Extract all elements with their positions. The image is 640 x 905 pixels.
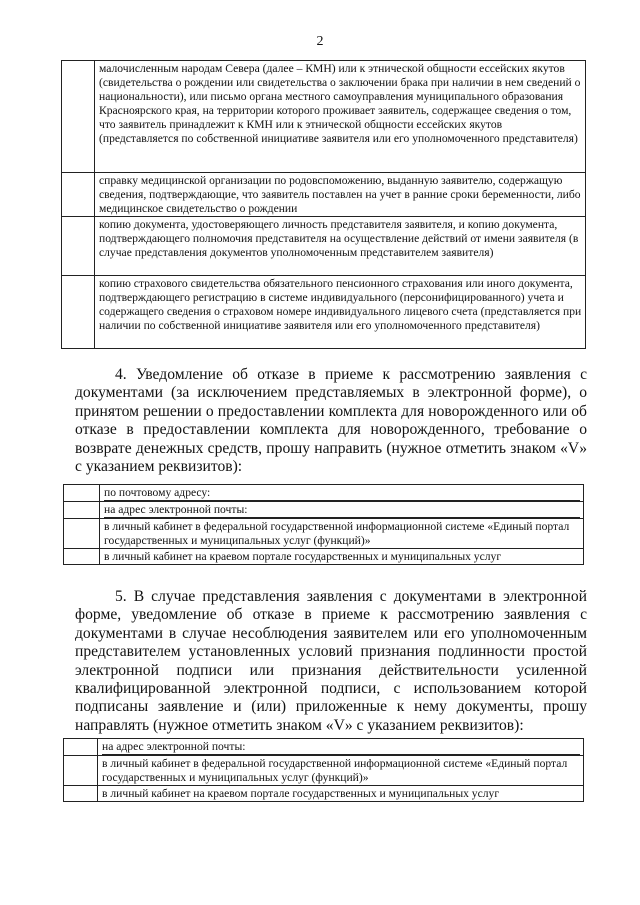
table-row — [62, 173, 586, 217]
row-text: копию страхового свидетельства обязательного пенсионного страхования или иного документа, подтверждающего регистрацию в системе индивидуального (персонифицированного) учета и содержащего сведения о страховом номере индивидуального лицевого счета (представляется при наличии по собственной инициативе заявителя или его уполномоченного представителя) — [95, 276, 586, 349]
postal-address-label: по почтовому адресу: — [104, 486, 580, 501]
documents-table — [61, 60, 586, 349]
regional-portal-option[interactable]: в личный кабинет на краевом портале государственных и муниципальных услуг — [100, 549, 584, 565]
email-option[interactable] — [98, 739, 584, 756]
delivery-options-table-1 — [63, 484, 584, 565]
checkbox-cell[interactable] — [64, 549, 100, 565]
table-row — [62, 61, 586, 173]
delivery-options-table-2 — [63, 738, 584, 802]
checkbox-cell[interactable] — [64, 485, 100, 502]
table-row — [64, 739, 584, 756]
gosuslugi-cabinet-option[interactable]: в личный кабинет в федеральной государственной информационной системе «Единый портал государственных и муниципальных услуг (функций)» — [100, 519, 584, 549]
email-option[interactable] — [100, 502, 584, 519]
checkbox-cell[interactable] — [62, 217, 95, 276]
table-row — [64, 485, 584, 502]
checkbox-cell[interactable] — [62, 61, 95, 173]
checkbox-cell[interactable] — [64, 519, 100, 549]
paragraph-4: 4. Уведомление об отказе в приеме к рассмотрению заявления с документами (за исключением представляемых в электронной форме), о принятом решении о предоставлении комплекта для новорожденного или об отказе в предоставлении комплекта для новорожденного, требование о возврате денежных средств, прошу направить (нужное отметить знаком «V» с указанием реквизитов): — [75, 366, 587, 476]
regional-portal-option[interactable]: в личный кабинет на краевом портале государственных и муниципальных услуг — [98, 786, 584, 802]
checkbox-cell[interactable] — [64, 756, 98, 786]
gosuslugi-cabinet-option[interactable]: в личный кабинет в федеральной государственной информационной системе «Единый портал государственных и муниципальных услуг (функций)» — [98, 756, 584, 786]
table-row — [64, 502, 584, 519]
paragraph-5: 5. В случае представления заявления с документами в электронной форме, уведомление об отказе в приеме к рассмотрению заявления с документами в случае несоблюдения заявителем или его уполномоченным представителем установленных условий признания подлинности простой электронной подписи или признания действительности усиленной квалифицированной электронной подписи, с использованием которой подписаны заявление и (или) приложенные к нему документы, прошу направлять (нужное отметить знаком «V» с указанием реквизитов): — [75, 588, 587, 734]
table-row — [62, 217, 586, 276]
postal-address-option[interactable] — [100, 485, 584, 502]
email-label: на адрес электронной почты: — [104, 503, 580, 518]
checkbox-cell[interactable] — [62, 276, 95, 349]
row-text: малочисленным народам Севера (далее – КМН) или к этнической общности ессейских якутов (свидетельства о рождении или свидетельства о заключении брака при наличии в нем сведений о национальности), или письмо органа местного самоуправления муниципального образования Красноярского края, на территории которого проживает заявитель, содержащее сведения о том, что заявитель принадлежит к КМН или к этнической общности ессейских якутов (представляется по собственной инициативе заявителя или его уполномоченного представителя) — [95, 61, 586, 173]
checkbox-cell[interactable] — [64, 739, 98, 756]
email-label: на адрес электронной почты: — [102, 740, 580, 755]
page-number: 2 — [316, 34, 324, 49]
checkbox-cell[interactable] — [64, 786, 98, 802]
table-row — [64, 786, 584, 802]
row-text: справку медицинской организации по родовспоможению, выданную заявителю, содержащую сведения, подтверждающие, что заявитель поставлен на учет в ранние сроки беременности, либо медицинское свидетельство о рождении — [95, 173, 586, 217]
table-row — [64, 519, 584, 549]
table-row — [64, 549, 584, 565]
row-text: копию документа, удостоверяющего личность представителя заявителя, и копию документа, подтверждающего полномочия представителя на осуществление действий от имени заявителя (в случае представления документов уполномоченным представителем заявителя) — [95, 217, 586, 276]
checkbox-cell[interactable] — [64, 502, 100, 519]
table-row — [62, 276, 586, 349]
checkbox-cell[interactable] — [62, 173, 95, 217]
table-row — [64, 756, 584, 786]
